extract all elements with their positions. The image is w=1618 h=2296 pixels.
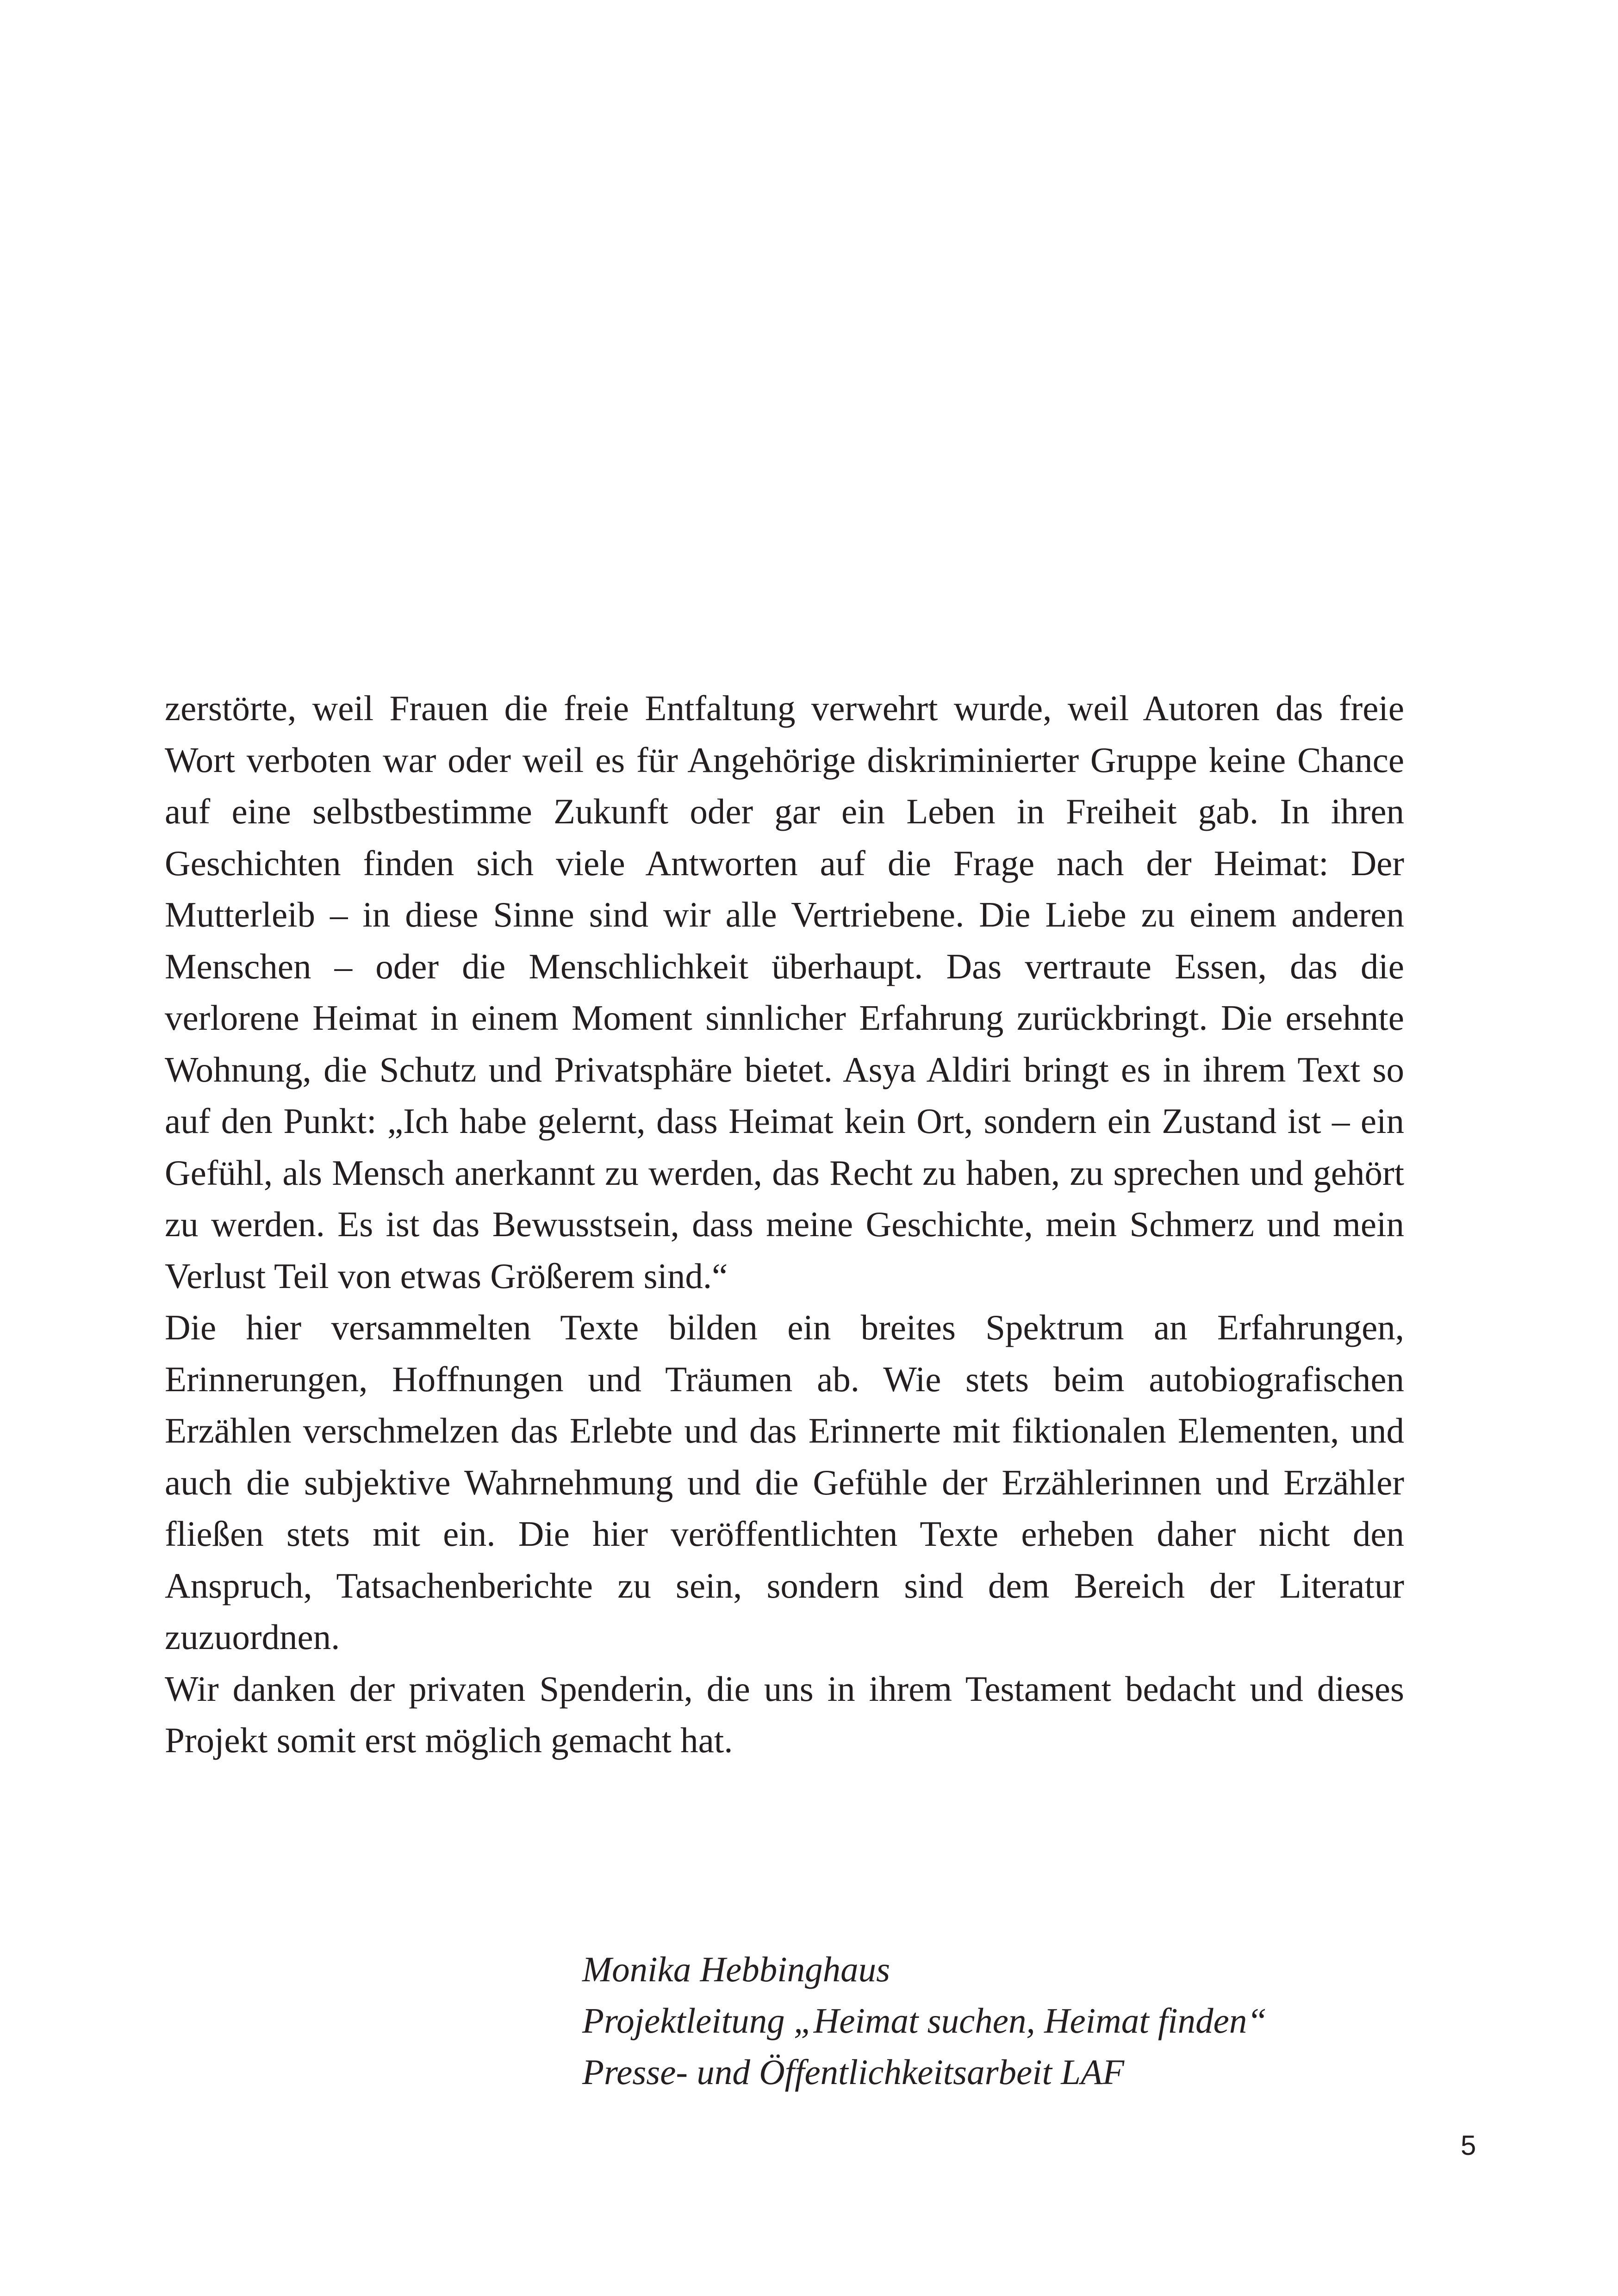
signature-role: Projektleitung „Heimat suchen, Heimat finden“ xyxy=(582,2001,1267,2041)
signature-department: Presse- und Öffentlichkeitsarbeit LAF xyxy=(582,2052,1125,2092)
paragraph-heimat-answers: zerstörte, weil Frauen die freie Entfaltung verwehrt wurde, weil Autoren das freie Wort verboten war oder weil es für Angehörige diskriminierter Gruppe keine Chance auf eine selbstbestimme Zukunft oder gar ein Leben in Freiheit gab. In ihren Geschichten finden sich viele Antworten auf die Frage nach der Heimat: Der Mutterleib – in diese Sinne sind wir alle Vertriebene. Die Liebe zu einem anderen Menschen – oder die Menschlichkeit überhaupt. Das vertraute Essen, das die verlorene Heimat in einem Moment sinnlicher Erfahrung zurückbringt. Die ersehnte Wohnung, die Schutz und Privatsphäre bietet. Asya Aldiri bringt es in ihrem Text so auf den Punkt: „Ich habe gelernt, dass Heimat kein Ort, sondern ein Zustand ist – ein Gefühl, als Mensch anerkannt zu werden, das Recht zu haben, zu sprechen und gehört zu werden. Es ist das Bewusstsein, dass meine Geschichte, mein Schmerz und mein Verlust Teil von etwas Größerem sind.“ xyxy=(165,688,1404,1296)
paragraph-texts-spectrum: Die hier versammelten Texte bilden ein breites Spektrum an Erfahrungen, Erinnerungen, Hoffnungen und Träumen ab. Wie stets beim autobiografischen Erzählen verschmelzen das Erlebte und das Erinnerte mit fiktionalen Elementen, und auch die subjektive Wahrnehmung und die Gefühle der Erzählerinnen und Erzähler fließen stets mit ein. Die hier veröffentlichten Texte erheben daher nicht den Anspruch, Tatsachenberichte zu sein, sondern sind dem Bereich der Literatur zuzuordnen. xyxy=(165,1307,1404,1657)
signature-block xyxy=(582,1944,1267,2098)
page-number: 5 xyxy=(1461,2130,1476,2161)
body-text xyxy=(165,683,1404,1767)
paragraph-thanks: Wir danken der privaten Spenderin, die uns in ihrem Testament bedacht und dieses Projekt somit erst möglich gemacht hat. xyxy=(165,1668,1404,1760)
signature-name: Monika Hebbinghaus xyxy=(582,1949,890,1989)
